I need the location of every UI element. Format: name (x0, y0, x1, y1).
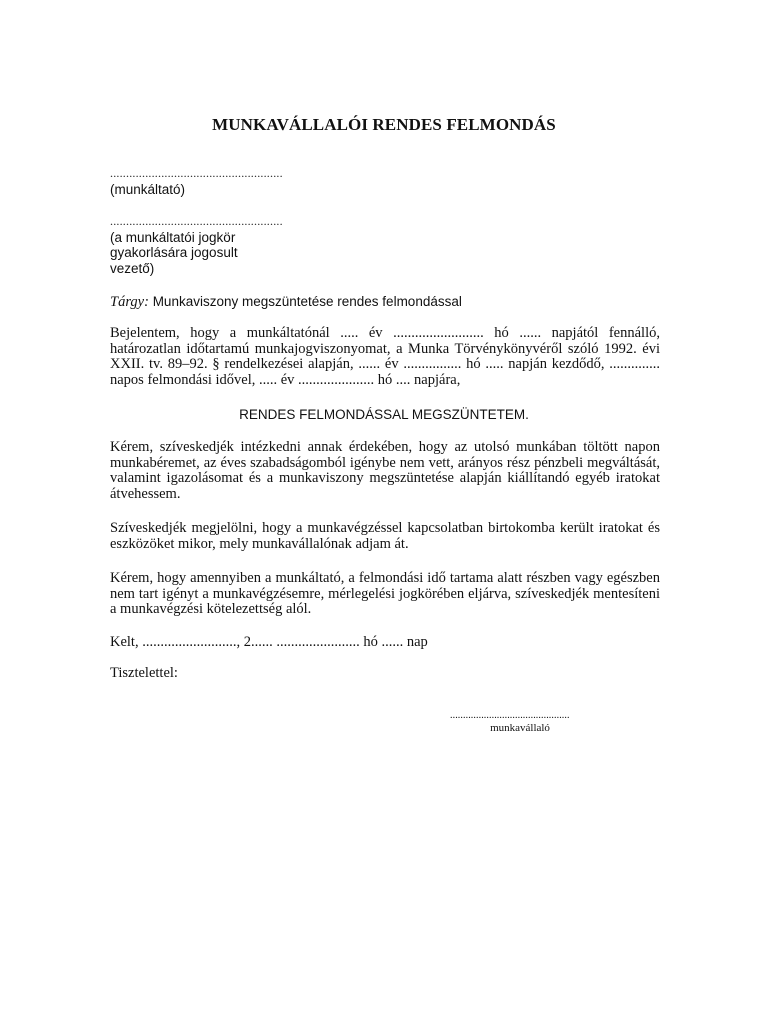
paragraph-handover: Szíveskedjék megjelölni, hogy a munkavégzéssel kapcsolatban birtokomba került iratokat és eszközöket mikor, mely munkavállalónak adjam át. (110, 520, 660, 552)
closing-line: Tisztelettel: (110, 665, 178, 681)
employer-label: (munkáltató) (110, 181, 186, 197)
termination-statement: RENDES FELMONDÁSSAL MEGSZÜNTETEM. (239, 407, 529, 422)
authority-line-1: (a munkáltatói jogkör (110, 229, 236, 245)
authority-block (110, 214, 660, 276)
employer-block (110, 166, 660, 197)
signature-dots: .............................................. (450, 710, 570, 721)
signature-label: munkavállaló (490, 722, 550, 734)
authority-dots: ...................................................... (110, 214, 283, 228)
authority-line-2: gyakorlására jogosult (110, 245, 238, 260)
paragraph-notice: Bejelentem, hogy a munkáltatónál ..... év ......................... hó ...... napjától fennálló, határozatlan időtartamú munkajogviszonyomat, a Munka Törvénykönyvéről szóló 1992. évi XXII. tv. 89–92. § rendelkezései alapján, ...... év ................ hó ..... napján kezdődő, .............. napos felmondási idővel, ..... év ..................... hó .... napjára, (110, 325, 660, 388)
authority-line-3: vezető) (110, 260, 155, 276)
subject-line (110, 294, 660, 311)
document-title: MUNKAVÁLLALÓI RENDES FELMONDÁS (212, 115, 556, 134)
subject-label: Tárgy: (110, 294, 149, 310)
subject-text: Munkaviszony megszüntetése rendes felmondással (148, 294, 462, 309)
paragraph-documents: Kérem, szíveskedjék intézkedni annak érdekében, hogy az utolsó munkában töltött napon munkabéremet, az éves szabadságomból igénybe nem vett, arányos rész pénzbeli megváltását, valamint igazolásomat és a munkaviszony megszüntetése alapján kiállítandó egyéb iratokat átvehessem. (110, 439, 660, 502)
employer-dots: ...................................................... (110, 166, 283, 180)
dated-line: Kelt, .........................., 2...... ....................... hó ...... nap (110, 634, 428, 650)
paragraph-exemption: Kérem, hogy amennyiben a munkáltató, a felmondási idő tartama alatt részben vagy egészben nem tart igényt a munkavégzésemre, mérlegelési jogkörében eljárva, szíveskedjék mentesíteni a munkavégzési kötelezettség alól. (110, 570, 660, 617)
